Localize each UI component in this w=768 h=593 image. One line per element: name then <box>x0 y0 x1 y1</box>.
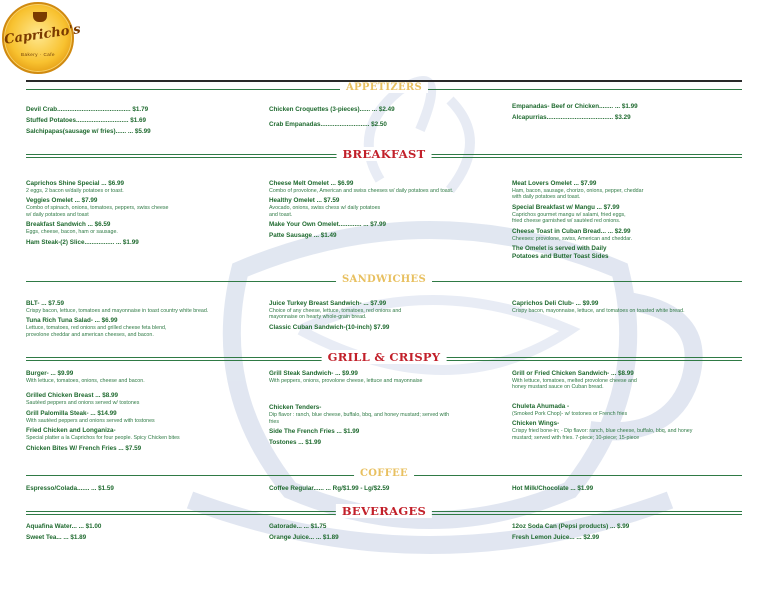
menu-item: Chuleta Ahumada - (Smoked Pork Chop)- w/ tostones or French fries <box>512 402 628 417</box>
menu-item: Chicken Tenders- Dip flavor : ranch, blue cheese, buffalo, bbq, and honey mustard; served with fries <box>269 404 450 425</box>
column-3 <box>512 370 744 444</box>
menu-item: Grill Steak Sandwich- ... $9.99 With peppers, onions, provolone cheese, lettuce and mayonnaise <box>269 370 423 384</box>
column-2 <box>269 300 501 335</box>
column-1 <box>26 485 258 496</box>
section-title: BREAKFAST <box>337 147 432 161</box>
menu-item: Grill or Fried Chicken Sandwich- ... $8.99 With lettuce, tomatoes, melted provolone cheese and honey mustard sauce on Cuban bread. <box>512 370 637 391</box>
column-3 <box>512 523 744 545</box>
menu-item: Espresso/Colada....... ... $1.59 <box>26 485 114 492</box>
column-3 <box>512 103 744 125</box>
section-title: SANDWICHES <box>336 274 432 285</box>
menu-item: Juice Turkey Breast Sandwich- ... $7.99 Choice of any cheese, lettuce, tomatoes, red onions and mayonnaise on hearty whole-grain bread. <box>269 300 402 321</box>
section-title: APPETIZERS <box>340 82 428 93</box>
menu-item: Caprichos Deli Club- ... $9.99 Crispy bacon, mayonnaise, lettuce, and tomatoes on toasted white bread. <box>512 300 685 314</box>
menu-item: Hot Milk/Chocolate ... $1.99 <box>512 485 594 492</box>
caprichos-logo <box>2 2 82 74</box>
menu-item: Cheese Toast in Cuban Bread... ... $2.99 Cheeses: provolone, swiss, American and cheddar. <box>512 227 633 242</box>
menu-item: Chicken Croquettes (3-pieces)...... ... $2.49 <box>269 106 395 113</box>
section-header <box>26 350 742 364</box>
menu-item: Meat Lovers Omelet ... $7.99 Ham, bacon, sausage, chorizo, onions, pepper, cheddar with daily potatoes and toast. <box>512 180 644 201</box>
section-title: GRILL & CRISPY <box>322 350 447 364</box>
section-title: BEVERAGES <box>336 504 432 518</box>
menu-item: Classic Cuban Sandwich-(10-inch) $7.99 <box>269 323 390 331</box>
menu-item: Cheese Melt Omelet ... $6.99 Combo of provolone, American and swiss cheeses w/ daily potatoes and toast. <box>269 180 454 194</box>
menu-item: Ham Steak-(2) Slice................. ... $1.99 <box>26 238 139 246</box>
menu-item: Sweet Tea... ... $1.89 <box>26 534 87 541</box>
menu-item: Aquafina Water... ... $1.00 <box>26 523 102 530</box>
menu-note: The Omelet is served with Daily Potatoes and Butter Toast Sides <box>512 245 609 261</box>
column-3 <box>512 485 744 496</box>
menu-item: Crab Empanadas............................ $2.50 <box>269 121 387 128</box>
menu-item: Side The French Fries ... $1.99 <box>269 428 360 436</box>
column-1 <box>26 180 258 250</box>
menu-item: Alcapurrias...................................... $3.29 <box>512 114 631 121</box>
section-header <box>26 82 742 96</box>
menu-item: Chicken Wings- Crispy fried bone-in; - Dip flavor: ranch, blue cheese, buffalo, bbq, and honey mustard; served with fries. 7-piece; 10-piece; 15-piece <box>512 420 693 441</box>
menu-item: Tuna Rich Tuna Salad- ... $6.99 Lettuce, tomatoes, red onions and grilled cheese feta blend, provolone cheddar and american cheeses, and bacon. <box>26 317 167 338</box>
logo-brand: Capricho's <box>3 22 82 48</box>
column-2 <box>269 106 501 132</box>
column-2 <box>269 485 501 496</box>
coffee-cup-icon <box>33 12 47 22</box>
menu-item: Healthy Omelet ... $7.59 Avocado, onions, swiss chess w/ daily potatoes and toast. <box>269 197 381 218</box>
menu-item: Coffee Regular...... ... Rg/$1.99 - Lg/$2.59 <box>269 485 390 492</box>
menu-item: BLT- ... $7.59 Crispy bacon, lettuce, tomatoes and mayonnaise in toast country white bread. <box>26 300 209 314</box>
menu-item: Gatorade... ... $1.75 <box>269 523 327 530</box>
menu-item: Special Breakfast w/ Mangu ... $7.99 Caprichos gourmet mangu w/ salami, fried eggs, fried cheese garnished w/ sautéed red onions. <box>512 203 626 225</box>
section-header <box>26 504 742 518</box>
column-3 <box>512 180 744 264</box>
column-1 <box>26 523 258 545</box>
menu-item: Salchipapas(sausage w/ fries)...... ... $5.99 <box>26 128 151 135</box>
section-header <box>26 274 742 288</box>
column-2 <box>269 180 501 243</box>
section-title: COFFEE <box>354 468 414 479</box>
column-3 <box>512 300 744 317</box>
menu-item: Tostones ... $1.99 <box>269 439 322 447</box>
column-2 <box>269 523 501 545</box>
menu-item: Breakfast Sandwich ... $6.59 Eggs, cheese, bacon, ham or sausage. <box>26 221 118 236</box>
menu-item: Chicken Bites W/ French Fries ... $7.59 <box>26 444 142 452</box>
menu-item: Fresh Lemon Juice... ... $2.99 <box>512 534 600 541</box>
menu-item: Grill Palomilla Steak- ... $14.99 With sautéed peppers and onions served with tostones <box>26 409 155 424</box>
menu-item: Veggies Omelet ... $7.99 Combo of spinach, onions, tomatoes, peppers, swiss cheese w/ daily potatoes and toast <box>26 197 169 218</box>
section-header <box>26 147 742 161</box>
column-1 <box>26 106 258 139</box>
menu-item: Stuffed Potatoes.............................. $1.69 <box>26 117 147 124</box>
menu-item: Make Your Own Omelet............. ... $7.99 <box>269 221 386 229</box>
section-header <box>26 468 742 482</box>
menu-item: Devil Crab.......................................... $1.79 <box>26 106 149 113</box>
column-2 <box>269 370 501 450</box>
menu-item: 12oz Soda Can (Pepsi products) ... $.99 <box>512 523 630 530</box>
menu-item: Caprichos Shine Special ... $6.99 2 eggs, 2 bacon w/daily potatoes or toast. <box>26 180 124 194</box>
menu-item: Fried Chicken and Longaniza- Special platter a la Caprichos for four people. Spicy Chicken bites <box>26 427 180 442</box>
menu-item: Patte Sausage ... $1.49 <box>269 232 337 240</box>
menu-item: Grilled Chicken Breast ... $8.99 Sautéed peppers and onions served w/ tostones <box>26 392 140 407</box>
menu-item: Orange Juice... ... $1.89 <box>269 534 339 541</box>
logo-subtitle: Bakery · Cafe <box>20 52 55 57</box>
menu-item: Burger- ... $9.99 With lettuce, tomatoes, onions, cheese and bacon. <box>26 370 145 384</box>
column-1 <box>26 370 258 456</box>
column-1 <box>26 300 258 341</box>
menu-item: Empanadas- Beef or Chicken........ ... $1.99 <box>512 103 638 110</box>
